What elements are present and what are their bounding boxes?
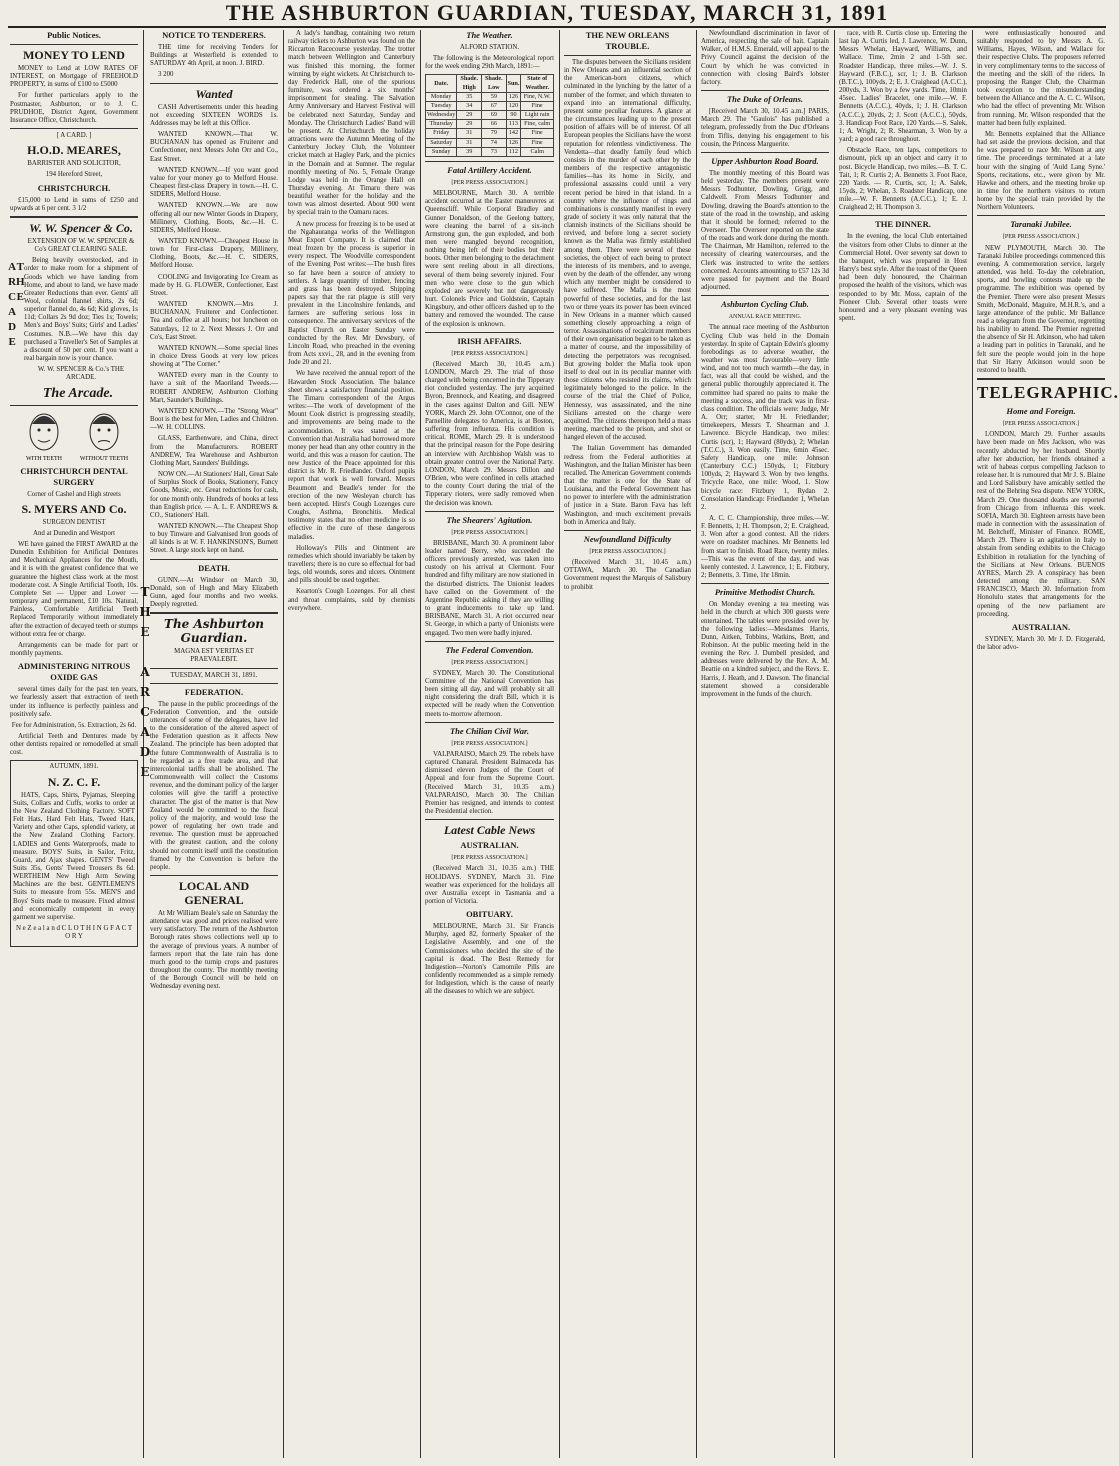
fatal-sub: [PER PRESS ASSOCIATION.] xyxy=(451,179,528,186)
spencer-advert xyxy=(6,220,138,383)
masthead-title: THE ASHBURTON GUARDIAN, TUESDAY, MARCH 31, 1891 xyxy=(8,0,1106,28)
myers-arrangements: Arrangements can be made for part or monthly payments. xyxy=(10,641,138,658)
shearers-body: BRISBANE, March 30. A prominent labor leader named Berry, who succeeded the officers previously arrested, was taken into custody on his arrival at Clermont. Four hundred and fifty military are now stationed in the disturbed districts. The Unionist leaders have called on the Government of the Argentine Republic asking if they are willing to grant inducements to take up land. BRISBANE, March 31. A riot occurred near St. George, in which a party of Unionists were engaged. Two men were badly injured. xyxy=(425,539,554,637)
myers-sub: SURGEON DENTIST xyxy=(42,518,106,526)
wanted-8: WANTED KNOWN.—Some special lines in choice Dress Goods at very low prices showing at "The Corner." xyxy=(150,344,278,369)
weather-heading: The Weather. xyxy=(466,30,513,40)
money-text-2: For further particulars apply to the Postmaster, Ashburton, or to J. C. PRUDHOE, District Agent, Government Insurance Office, Christchurch. xyxy=(10,92,138,124)
australian-heading: AUSTRALIAN. xyxy=(1011,621,1071,632)
australian-body: SYDNEY, March 30. Mr J. D. Fitzgerald, the labor advo- xyxy=(977,635,1105,651)
obit-body: MELBOURNE, March 31. Sir Francis Murphy, aged 82, formerly Speaker of the Legislative Assembly, and one of the Commissioners who decided the site of the capital is dead. The Best Remedy for Indigestion—Norton's Camomile Pills are confidently recommended as a simple remedy for Indigestion, which is the cause of nearly all the diseases to which we are subject. xyxy=(425,923,554,996)
weather-table xyxy=(425,74,554,156)
nz-items: HATS, Caps, Shirts, Pyjamas, Sleeping Suits, Collars and Cuffs, works to order at the New Zealand Clothing Factory. SOFT Felt Hats, Hard Felt Hats, Tweed Hats, Variety and other Caps, splendid variety, at the New Zealand Clothing Factory. LADIES and Gents Waterproofs, made to measure. BOYS' Suits, in Sailor, Fritz, Guard, and Ajax shapes. GENTS' Tweed Suits 35s, Gents' Tweed Trousers 8s 6d. WERTHEIM New High Arm Sewing Machines are the best. GENTLEMEN'S Suits to measure from 55s. MEN'S and Boys' Suits made to measure. Fixed almost and economically competent in every garment we supervise. xyxy=(13,791,135,921)
shearers-heading: The Shearers' Agitation. xyxy=(446,514,533,525)
orleans-body: The disputes between the Sicilians resident in New Orleans and an influential section of the American-born citizens, which culminated in the lynching by the latter of a number of the former, and which threaten to expand into an international difficulty, present some peculiar features. A glance at the circumstances leading up to the present position of affairs will be of interest. Of all European peoples the Sicilians have the worst reputation for relentless vindictiveness. The Vendetta—that deadly family feud which consists in the murder of each other by the members of the respective antagonistic families—has its home in Sicily, and professional assassins could until a very recent period be hired in that island. In a country where the influence of rings and combinations is constantly manifest in every grade of society it was only natural that the clannish instincts of the Sicilians should be revived, and before long a secret society known as the Mafia was firmly established among them. There were several of these societies, the object of each being to protect the interests of its members, and to avenge, even by the death of the offender, any wrong which any member might be considered to have suffered. The Mafia is the most powerful of these societies, and for the last two or three years its power has been evinced in New Orleans in a manner which caused something closely approaching a reign of terror. Assassinations of recalcitrant members of their own organisation began to be taken as a matter of course, and the impossibility of detecting the perpetrators was recognised. But growing bolder the Mafia took upon itself to deal out in its peculiar manner with those citizens who resisted its claims, which legitimately belonged to the police. In the course of the trial the Chief of Police, Hennessy, was assassinated, and the nine Sicilians arrested on the charge were acquitted. The citizens thereupon held a mass meeting, marched to the prison, and shot or hanged eleven of the accused. xyxy=(564,59,691,442)
wanted-heading: Wanted xyxy=(195,86,233,101)
col3-advert: Kearton's Cough Lozenges. For all chest and throat complaints, sold by chemists everywhere. xyxy=(288,588,415,612)
nz-code: N. Z. C. F. xyxy=(47,774,101,789)
wanted-13: WANTED KNOWN.—The Cheapest Shop to buy Tinware and Galvanised Iron goods of all kinds is at W. F. HANKINSON'S, Burnett Street. A large stock kept on hand. xyxy=(150,522,278,555)
spencer-body: Being heavily overstocked, and in order to make room for a shipment of Goods which we have landing from Home, and about to land, we have made Greater Reductions than ever. Gents' all Wool, colonial flannel shirts, 2s 6d; superior flannel do, 4s 6d; Kid gloves, 1s 11d; Collars 2s 9d doz; Ties 1s; Towels; Men's and Boys' Suits; Girls' and Ladies' Costumes. N.B.—We have this day purchased a Traveller's Set of Samples at a discount of 50 per cent. If you want a real bargain now is your chance. xyxy=(24,257,138,363)
cycling-body-2: A. C. C. Championship, three miles.—W. F. Bennetts, 1; H. Thompson, 2; E. Craighead, 3. Won after a good contest. All the riders were on roadster machines. Mr Bennetts led from start to finish. Road Race, twenty miles.—This was the event of the day, and was keenly contested. J. Lawrence, 1; E. Fitzbury, 2; Bennetts, 3. Time, 1hr 18min. xyxy=(701,514,829,580)
card-city: CHRISTCHURCH. xyxy=(37,182,111,193)
weather-cell: 31 xyxy=(457,129,482,138)
spencer-sub: EXTENSION OF W. W. SPENCER & Co's GREAT CLEARING SALE. xyxy=(27,237,135,254)
weather-row xyxy=(426,101,554,110)
column-4 xyxy=(425,30,554,1460)
dental-address: Corner of Cashel and High streets xyxy=(27,490,121,498)
weather-cell: 73 xyxy=(482,147,506,156)
weather-cell: 39 xyxy=(457,147,482,156)
weather-cell: 90 xyxy=(506,111,521,120)
col8-mid-body: Mr. Bennetts explained that the Alliance had set aside the previous decision, and that he was prepared to race Mr. Wilson at any time. The proceedings terminated at a late hour with the singing of 'Auld Lang Syne.' Sports, recitations, etc., were given by Mr. Hawke and others, and the meeting broke up in time for the northern visitors to return home by the special train provided by the Northern Volunteers. xyxy=(977,130,1105,212)
col8-top-body: were enthusiastically honoured and suitably responded to by Messrs A. G. Williams, Hayes, Wilson, and Wallace for their respective Clubs. The proposers referred in very complimentary terms to the success of the meeting and the skill of the riders. In proposing the Ranger Club, the Chairman took exception to the misunderstanding between the Alliance and the A. C. C. Wilson, who had the effect of preventing Mr. Wilson from running. Mr. Wilson responded that the matter had been fully explained. xyxy=(977,30,1105,127)
wanted-2: WANTED KNOWN.—That W. BUCHANAN has opened as Fruiterer and Confectioner, next Messrs John Orr and Co., East Street. xyxy=(150,131,278,163)
col3-body-low: We have received the annual report of the Hawarden Stock Association. The balance sheet shows a satisfactory financial position. The Timaru correspondent of the Argus writes:—The work of development of the Mount Cook district is progressing steadily, and improvements are being made to the accommodation. It was stated at the Convention that Australia had borrowed more money per head than any other country in the world, and this was a reason for caution. The new Justice of the Peace appointed for this district is Mr. R. Friedlander. Oxford pupils report that work is well forward. Messrs Beaumont and Beadle's tender for the erection of the new Wesleyan church has been accepted. Hirst's Cough Lozenges cure Coughs, Asthma, Bronchitis. Medical testimony states that no other medicine is so effective in the cure of these dangerous maladies. xyxy=(288,370,415,541)
cycling-heading: Ashburton Cycling Club. xyxy=(721,299,809,310)
weather-cell: Calm xyxy=(521,147,554,156)
irish-heading: IRISH AFFAIRS. xyxy=(457,335,522,346)
weather-cell: 126 xyxy=(506,92,521,101)
consult-fee: Fee for Administration, 5s. Extraction, 2s 6d. xyxy=(11,721,137,729)
weather-cell: Thursday xyxy=(426,120,457,129)
weather-cell: Fine, calm xyxy=(521,120,554,129)
arcade-vertical-left: THE ARCADE xyxy=(6,260,27,351)
portrait-caption-left: WITH TEETH xyxy=(25,455,63,462)
death-body: GUNN.—At Windsor on March 30, Donald, son of Hugh and Mary Elizabeth Gunn, aged four months and two weeks. Deeply regretted. xyxy=(150,576,278,609)
road-body: The monthly meeting of this Board was held yesterday. The members present were Messrs Todhunter, Dowling, Grigg, and Caldwell. From Messrs Todhunter and Dowling, drawing the Board's attention to the state of the road in the township, and asking that it should be formed; referred to the Overseer. The Overseer reported on the state of the roads and work done during the month. The Chairman, Mr Hamilton, referred to the necessity of clearing watercourses, and the Clerk was instructed to write the settlers concerned. Accounts amounting to £57 12s 3d were passed for payment and the Board adjourned. xyxy=(701,169,829,292)
weather-col-header: Sun. xyxy=(506,75,521,92)
dinner-body: In the evening, the local Club entertained the visitors from other Clubs to dinner at the Commercial Hotel. Over seventy sat down to the banquet, which was prepared in Host Harry's best style. After the toast of the Queen had been duly honoured, the Chairman proposed the health of the visitors, which was responded to by Mr. Moss, captain of the Pioneer Club. Several other toasts were honoured and a very pleasant evening was spent. xyxy=(839,233,967,322)
tender-heading: NOTICE TO TENDERERS. xyxy=(162,30,266,40)
spencer-heading: W. W. Spencer & Co. xyxy=(29,220,133,235)
telegraphic-press: [PER PRESS ASSOCIATION.] xyxy=(1002,421,1080,428)
weather-cell: 69 xyxy=(482,111,506,120)
jubilee-body: NEW PLYMOUTH, March 30. The Taranaki Jubilee proceedings commenced this evening. A commemoration service, largely attended, was held. To-day the celebration, sports, and bowling contests made up the programme. The exhibition was opened by the Premier. There were also present Messrs Smith, McDonald, Maguire, M.H.R.'s, and a large attendance of the public. Mr Ballance read a telegram from the Governor, regretting his inability to attend. The Premier regretted the absence of Sir H. Atkinson, who had taken a leading part in politics in Taranaki, and he felt sure the people would join in the hope that Sir Harry Atkinson would soon be restored to health. xyxy=(977,244,1105,374)
newfoundland-body: (Received March 31, 10.45 a.m.) OTTAWA, March 30. The Canadian Government request the Marquis of Salisbury to prohibit xyxy=(564,559,691,591)
arcade-banner: The Arcade. xyxy=(42,385,114,401)
money-heading: MONEY TO LEND xyxy=(23,48,125,62)
wanted-3: WANTED KNOWN.—If you want good value for your money go to Melford House. Cheapest first-class Drapery in town.—H. C. SIDERS, Melford House. xyxy=(150,166,278,199)
local-body: At Mr William Beale's sale on Saturday the attendance was good and prices realised were very satisfactory. The return of the Ashburton Borough rates shows collections well up to the average of previous years. A number of farmers report that the late rain has done much good to the turnip crops and pastures throughout the county. The monthly meeting of the Borough Council will be held on Wednesday evening next. xyxy=(150,909,278,991)
dental-heading: CHRISTCHURCH DENTAL SURGERY xyxy=(20,465,128,487)
column-rule xyxy=(696,30,697,1458)
weather-cell: 59 xyxy=(482,92,506,101)
federal-body: SYDNEY, March 30. The Constitutional Committee of the National Convention has been sitting all day, and will probably sit all night considering the draft Bill, which it is expected will be ready when the Convention meets to-morrow afternoon. xyxy=(425,669,554,718)
weather-cell: 66 xyxy=(482,120,506,129)
primitive-heading: Primitive Methodist Church. xyxy=(714,587,816,598)
irish-sub: [PER PRESS ASSOCIATION.] xyxy=(451,350,528,357)
latest-sub: AUSTRALIAN. xyxy=(460,840,519,851)
telegraphic-sub: Home and Foreign. xyxy=(1006,406,1076,417)
nz-clothing-advert xyxy=(10,760,138,947)
weather-cell: Tuesday xyxy=(426,101,457,110)
federation-heading: FEDERATION. xyxy=(184,686,244,697)
weather-row xyxy=(426,92,554,101)
death-heading: DEATH. xyxy=(198,562,230,573)
wanted-7: WANTED KNOWN.—Mrs J. BUCHANAN, Fruiterer and Confectioner. Tea and coffee at all hours; hot luncheon on Saturdays, 12 to 2. Next Messrs J. Orr and Co's, East Street. xyxy=(150,301,278,341)
spencer-footer: W. W. SPENCER & Co.'s THE ARCADE. xyxy=(37,366,125,382)
myers-body: WE have gained the FIRST AWARD at the Dunedin Exhibition for Artificial Dentures and Mechanical Appliances for the Mouth, and it is with the greatest confidence that we guarantee the highest class work at the most moderate cost. A Single Artificial Tooth, 10s. Complete Set — Upper and Lower — temporary and permanent, £10 10s. Natural, Painless, Comfortable Artificial Teeth Replaced Temporarily without immediately after the extraction of decayed teeth or stumps without extra fee or charge. xyxy=(10,541,138,638)
column-5 xyxy=(564,30,691,1460)
nz-heading: AUTUMN, 1891. xyxy=(49,763,99,771)
federal-sub: [PER PRESS ASSOCIATION.] xyxy=(451,659,528,666)
weather-cell: Sunday xyxy=(426,147,457,156)
dinner-heading: THE DINNER. xyxy=(875,219,931,230)
card-name: H.O.D. MEARES, xyxy=(27,143,121,158)
card-label: [ A CARD. ] xyxy=(56,132,92,140)
nz-footer: N e Z e a l a n d C L O T H I N G F A C T O R Y xyxy=(15,925,133,941)
col7-rear-body: Obstacle Race, ten laps, competitors to dismount, pick up an object and carry it to post. Bicycle Handicap, two miles.—B. T. C. Tait, 1; R. Curtis 2; A. Bennetts 3. Foot Race, 220 Yards. — R. Curtis, scr, 1; A. Salek, 15yds, 2; Whelan, 3. Roadster Handicap, one mile.—W. F. Bennetts (A.C.C.), 1; E. J. Craighead 2; H. Thompson 3. xyxy=(839,147,967,212)
wanted-6: COOLING and Invigorating Ice Cream as made by H. G. FLOWER, Confectioner, East Street. xyxy=(150,273,278,297)
weather-col-header: Date. xyxy=(426,75,457,92)
col3-body-end: Holloway's Pills and Ointment are remedies which should invariably be taken by travellers; there is no cure so effectual for bad legs, old wounds, sores and ulcers. Ointment and pills should be used together. xyxy=(288,544,415,585)
wanted-11: GLASS, Earthenware, and China, direct from the Manufacturers. ROBERT ANDREW, Tea Warehouse and Ashburton Clothing Mart, Saunders' Buildings. xyxy=(150,435,278,467)
telegraphic-body: LONDON, March 29. Further assaults have been made on Mrs Jackson, who was recently abducted by her husband. Shortly after her abduction, her friends obtained a writ of habeas corpus compelling Jackson to release her. It is rumoured that Mr J. S. Blaine and Lord Salisbury have amicably settled the rest of the Behring Sea dispute. NEW YORK, March 29. One thousand deaths are reported from Chicago from influenza this week. SOFIA, March 30. Eighteen arrests have been made in connection with the assassination of M. Beltcheff, Minister of Finance. ROME, March 29. There is an agitation in Italy to abstain from sending exhibits to the Chicago Exhibition in retaliation for the lynching of the Sicilians at New Orleans. BUENOS AYRES, March 29. A conspiracy has been detected among the military. SAN FRANCISCO, March 30. Information from Honolulu states that arrangements for the opening of the new parliament are proceeding. xyxy=(977,431,1105,618)
col7-top-body: race, with R. Curtis close up. Entering the last lap A. Curtis led, J. Lawrence, W. Dunn, Messrs Whelan, Hayward, Williams, and Wallace. Time, 2min 2 and 1-5th sec. Roadster Handicap, three miles.—W. J. S. Hayward (F.B.C.), scr, 1; J. B. Clarkson (B.T.C.), 100yds, 2; E. J. Craighead (A.C.C.), 200yds, 3. Won by a few yards. Time, 10min 45sec. Ladies' Bracelet, one mile.—W. F. Bennetts (A.C.C.), 40yds, 1; J. H. Clarkson (A.C.C.), 20yds, 2; J. Scott (A.C.C.), 50yds, 3. Handicap Foot Race, 120 Yards.—S. Salek, 1; A. Wright, 2; R. Shearman, 3. Won by a yard; a good race throughout. xyxy=(839,30,967,144)
weather-cell: Wednesday xyxy=(427,111,456,119)
federal-heading: The Federal Convention. xyxy=(445,644,534,655)
weather-row xyxy=(426,111,554,120)
fatal-heading: Fatal Artillery Accident. xyxy=(447,164,532,175)
cycling-sub: ANNUAL RACE MEETING. xyxy=(728,314,802,321)
weather-cell: Light rain xyxy=(521,111,554,120)
irish-body: (Received March 30, 10.45 a.m.) LONDON, March 29. The trial of those charged with being concerned in the Tipperary riot concluded yesterday. The jury acquitted Byron, Brennock, and Keating, and disagreed in the cases against Dalton and Gill. NEW YORK, March 29. John O'Connor, one of the Parnellite delegates to America, is at Boston, suffering from influenza. His condition is critical. ROME, March 29. It is understood that the principal reason for the Pope desiring an interview with Archbishop Walsh was to obtain greater control over the National Party. LONDON, March 29. Messrs Dillon and O'Brien, who were confined in cells attached to the county Court during the trial of the Tipperary rioters, were sadly removed when the decision was known. xyxy=(425,360,554,507)
weather-cell: 29 xyxy=(457,111,482,120)
shearers-sub: [PER PRESS ASSOCIATION.] xyxy=(451,529,528,536)
latest-heading: Latest Cable News xyxy=(443,823,536,838)
weather-row xyxy=(426,129,554,138)
weather-row xyxy=(426,120,554,129)
weather-cell: Fine, N.W. xyxy=(521,92,554,101)
column-rule xyxy=(972,30,973,1458)
column-rule xyxy=(559,30,560,1458)
portrait-caption-right: WITHOUT TEETH xyxy=(79,455,129,462)
card-role: BARRISTER AND SOLICITOR, xyxy=(27,160,121,168)
road-heading: Upper Ashburton Road Board. xyxy=(711,155,819,166)
paper-motto: MAGNA EST VERITAS ET PRAEVALEBIT. xyxy=(174,648,254,664)
weather-cell: Monday xyxy=(426,92,457,101)
weather-cell: Fine xyxy=(521,129,554,138)
jubilee-sub: [PER PRESS ASSOCIATION.] xyxy=(1002,234,1080,241)
orleans2-heading: The Duke of Orleans. xyxy=(726,94,804,105)
paper-date: TUESDAY, MARCH 31, 1891. xyxy=(170,671,258,679)
nitrous-body: several times daily for the past ten years, we fearlessly assert that extraction of teeth under its influence is perfectly painless and positively safe. xyxy=(10,686,138,718)
weather-cell: Fine xyxy=(521,101,554,110)
newfoundland-sub: [PER PRESS ASSOCIATION.] xyxy=(589,548,666,555)
weather-cell: Saturday xyxy=(426,138,457,147)
orleans-heading: THE NEW ORLEANS TROUBLE. xyxy=(585,30,670,51)
column-rule xyxy=(420,30,421,1458)
weather-cell: 29 xyxy=(457,120,482,129)
weather-cell: 34 xyxy=(457,101,482,110)
latest-press: [PER PRESS ASSOCIATION.] xyxy=(451,855,528,862)
weather-cell: 74 xyxy=(482,138,506,147)
federation-body: The pause in the public proceedings of the Federation Convention, and the outside utterances of some of the delegates, have led to the consideration of the altered aspect of the Federation question as it affects New Zealand. The principle has been adopted that the future Commonwealth of Australia is to be regarded as a free trade area, and that intercolonial tariffs shall be abolished. The Commonwealth will collect the Customs revenue, and the dominant policy of the larger colonies will give the tariff a protective character. The gist of the matter is that New Zealand would be committed to the fiscal policy of the majority, and would lose the power of regulating her own trade and revenue. The question must be approached with the greatest caution, and the colony should not commit itself until the constitution framed by the Convention is before the people. xyxy=(150,700,278,871)
tender-body: THE time for receiving Tenders for Buildings at Westerfield is extended to SATURDAY 4th April, at noon. J. BIRD. xyxy=(150,44,278,68)
weather-intro: The following is the Meteorological report for the week ending 29th March, 1891:— xyxy=(425,55,554,71)
weather-col-header: Shade. High xyxy=(457,75,482,92)
weather-cell: Friday xyxy=(426,129,457,138)
myers-heading: S. MYERS AND Co. xyxy=(21,501,127,516)
wanted-10: WANTED KNOWN.—The "Strong Wear" Boot is the best for Men, Ladies and Children.—W. H. COLLINS. xyxy=(150,407,278,432)
myers-town: And at Dunedin and Westport xyxy=(33,529,115,537)
jubilee-heading: Taranaki Jubilee. xyxy=(1010,219,1072,230)
column-2 xyxy=(150,30,278,1460)
weather-cell: 120 xyxy=(506,101,521,110)
weather-cell: 31 xyxy=(457,138,482,147)
section-head-public-notices: Public Notices. xyxy=(47,30,101,40)
wanted-1: CASH Advertisements under this heading not exceeding SIXTEEN WORDS 1s. Addresses may be left at this Office. xyxy=(150,103,278,127)
column-rule xyxy=(834,30,835,1458)
column-3 xyxy=(288,30,415,1460)
dental-portraits-image xyxy=(14,410,134,462)
orleans2-body: [Received March 30, 10.45 a.m.] PARIS, March 29. The "Gaulois" has published a telegram, professedly from the Duc d'Orleans from Tiflis, denying his engagement to his cousin, the Princess Marguerite. xyxy=(701,108,829,148)
weather-row xyxy=(426,147,554,156)
money-text: MONEY to Lend at LOW RATES OF INTEREST, on Mortgage of FREEHOLD PROPERTY, in sums of £100 to £5000 xyxy=(10,65,138,89)
weather-cell: 112 xyxy=(506,147,521,156)
column-7 xyxy=(839,30,967,1460)
col3-body-top: A lady's handbag, containing two return railway tickets to Ashburton was found on the Riccarton Racecourse yesterday. The trotter match between Wellington and Canterbury was finished this morning, the former winning by eight wickets. At Christchurch to-day Frederick Hall, one of the spurious furniture, was ordered a six months' imprisonment for stealing. The Salvation Army Anniversary and Harvest Festival will be celebrated next Saturday, Sunday and Monday. The Christchurch Ladies' Band will be present. At Christchurch the holiday attractions were the Autumn Meeting of the Canterbury Jockey Club, the Volunteer cricket match at Hagley Park, and the picnics in the Domain and at Sumner. The regular monthly meeting of No. 5, Female Orange Lodge was held in the Orange Hall on Thursday evening. At Timaru there was beautiful weather for the holiday and the town was almost deserted. About 900 went by special train to the Oamaru races. xyxy=(288,30,415,217)
weather-cell: 35 xyxy=(457,92,482,101)
card-address: 194 Hereford Street, xyxy=(45,171,103,179)
weather-cell: 126 xyxy=(506,138,521,147)
weather-station: ALFORD STATION. xyxy=(459,44,520,51)
col6-top-body: Newfoundland discrimination in favor of America, respecting the sale of bait. Captain Walker, of H.M.S. Emerald, will appeal to the Privy Council against the decision of the Court by which he was convicted in connection with closing Baird's lobster factory. xyxy=(701,30,829,86)
weather-cell: 67 xyxy=(482,101,506,110)
weather-cell: Fine xyxy=(521,138,554,147)
cycling-body: The annual race meeting of the Ashburton Cycling Club was held in the Domain yesterday. In spite of Captain Edwin's gloomy forebodings as to adverse weather, the weather was most favourable—very little wind, and not too much warmth—the day, in fact, was all that could be wished, and the general public thoroughly appreciated it. The committee had spared no pains to make the meeting a success, and the track was in first-class condition. The officials were: Judge, Mr A. Orr; starter, Mr H. Friedlander; timekeepers, Messrs T. Shearman and J. Lawrence. Bicycle Handicap, two miles: Curtis (scr), 1; Hayward (80yds), 2; Whelan (T.C.C.), 3. Won easily. Time, 6min 45sec. Safety Handicap, one mile: Johnson (Canterbury C.C.) 150yds, 1; Fitzbury 100yds, 2; Hayward 3. Won by two lengths. Tricycle Race, one mile: Wood, 1. Slow bicycle race: Fitzbury 1, Rydan 2. Consolation Handicap: Friedlander 1, Whelan 2. xyxy=(701,324,829,511)
orleans-body-2: The Italian Government has demanded redress from the Federal authorities at Washington, and the Italian Minister has been recalled. The American Government contends that the matter is one for the State of Louisiana, and the Federal Government has no power to interfere with the administration of justice in a State. Baron Fava has left Washington, and much excitement prevails both in America and Italy. xyxy=(564,445,691,526)
wanted-5: WANTED KNOWN.—Cheapest House in town for First-class Drapery, Millinery, Clothing, Boots, &c.—H. C. SIDERS, Melford House. xyxy=(150,237,278,270)
paper-title: The Ashburton Guardian. xyxy=(164,617,264,646)
newfoundland-heading: Newfoundland Difficulty xyxy=(583,533,672,544)
weather-row xyxy=(426,138,554,147)
local-heading: LOCAL AND GENERAL xyxy=(178,878,250,907)
wanted-12: NOW ON.—At Stationers' Hall, Great Sale of Surplus Stock of Books, Stationery, Fancy Goods, Music, etc. Great reductions for cash, for one month only. Hundreds of books at less than English price. — A. L. F. ANDREWS & CO., Stationers' Hall. xyxy=(150,471,278,519)
chilian-sub: [PER PRESS ASSOCIATION.] xyxy=(451,740,528,747)
weather-cell: 79 xyxy=(482,129,506,138)
arcade-vertical-right: THE ARCADE xyxy=(138,585,152,785)
weather-col-header: State of Weather. xyxy=(521,75,554,92)
chilian-body: VALPARAISO, March 29. The rebels have captured Chanaral. President Balmaceda has dismissed eleven Judges of the Court of Appeal and four from the Supreme Court. (Received March 31, 10.35 a.m.) VALPARAISO, March 30. The Chilian Premier has resigned, and intends to contest the Presidential election. xyxy=(425,750,554,816)
tender-date: 3 200 xyxy=(158,71,174,79)
primitive-body: On Monday evening a tea meeting was held in the church at which 300 guests were entertained. The tables were presided over by the following ladies:—Mesdames Harris, Dunn, Aitken, Tobbins, Watkins, Brett, and Robinson. At the public meeting held in the evening the Rev. J. Dumbell presided, and addresses were delivered by the Rev. A. M. Beattie on a kindred subject, and the Revs. E. Harris, J. Heath, and J. Dawson. The financial statement showed a considerable improvement in the funds of the church. xyxy=(701,601,829,698)
column-rule xyxy=(283,30,284,1458)
chilian-heading: The Chilian Civil War. xyxy=(449,725,530,736)
consult-note: Artificial Teeth and Dentures made by other dentists repaired or remodelled at small cost. xyxy=(10,732,138,757)
weather-col-header: Shade. Low xyxy=(482,75,506,92)
card-text: £15,000 to Lend in sums of £250 and upwards at 6 per cent. 3 1/2 xyxy=(10,196,138,212)
telegraphic-heading: TELEGRAPHIC. xyxy=(977,383,1119,403)
nitrous-heading: ADMINISTERING NITROUS OXIDE GAS xyxy=(17,661,131,683)
col3-body-mid: A new process for freezing is to be used at the Ngahauranga works of the Wellington Meat Export Company. It is claimed that meat frozen by the process is superior in every respect. The Woodville correspondent of the Evening Post writes:—The bush fires so far have been a source of anxiety to settlers. A large quantity of timber, fencing and grass has been destroyed. Shipping papers say that the rat plague is still very prevalent in the Lincolnshire fenlands, and farmers are suffering serious loss in consequence. The anniversary services of the Baptist Church on Easter Sunday were conducted by the Rev. Mr Dewsbury, of Lincoln Road, who preached in the evening from Acts xxvi., 28, and in the evening from Jude 20 and 21. xyxy=(288,220,415,367)
wanted-4: WANTED KNOWN.—We are now offering all our new Winter Goods in Drapery, Millinery, Clothing, Boots, &c.—H. C. SIDERS, Melford House. xyxy=(150,202,278,234)
latest-body: (Received March 31, 10.35 a.m.) THE HOLIDAYS. SYDNEY, March 31. Fine weather was experienced for the holidays all over Australia except in Tasmania and a portion of Victoria. xyxy=(425,865,554,905)
column-8 xyxy=(977,30,1119,1460)
wanted-9: WANTED every man in the County to have a suit of the Maoriland Tweeds.—ROBERT ANDREW, Ashburton Clothing Mart, Saunder's Buildings. xyxy=(150,372,278,404)
weather-cell: 142 xyxy=(506,129,521,138)
fatal-body: MELBOURNE, March 30. A terrible accident occurred at the Easter manœuvres at Queenscliff. While Corporal Bradley and Gunner Donaldson, of the Geelong battery, were cleaning the barrel of a six-inch Armstrong gun, the gun exploded, and both men were mangled beyond recognition, nothing being left of their bodies but their boots. Other men belonging to the detachment were sent reeling about in all directions, several of them being severely injured. Four men who were close to the gun which exploded are severely but not dangerously hurt. Colonels Price and Goldstein, Captain Kingsbury, and other officers dashed up to the battery and removed the wounded. The cause of the explosion is unknown. xyxy=(425,190,554,328)
column-1 xyxy=(6,30,138,1460)
weather-cell: 113 xyxy=(506,120,521,129)
column-6 xyxy=(701,30,829,1460)
obit-heading: OBITUARY. xyxy=(466,909,513,920)
